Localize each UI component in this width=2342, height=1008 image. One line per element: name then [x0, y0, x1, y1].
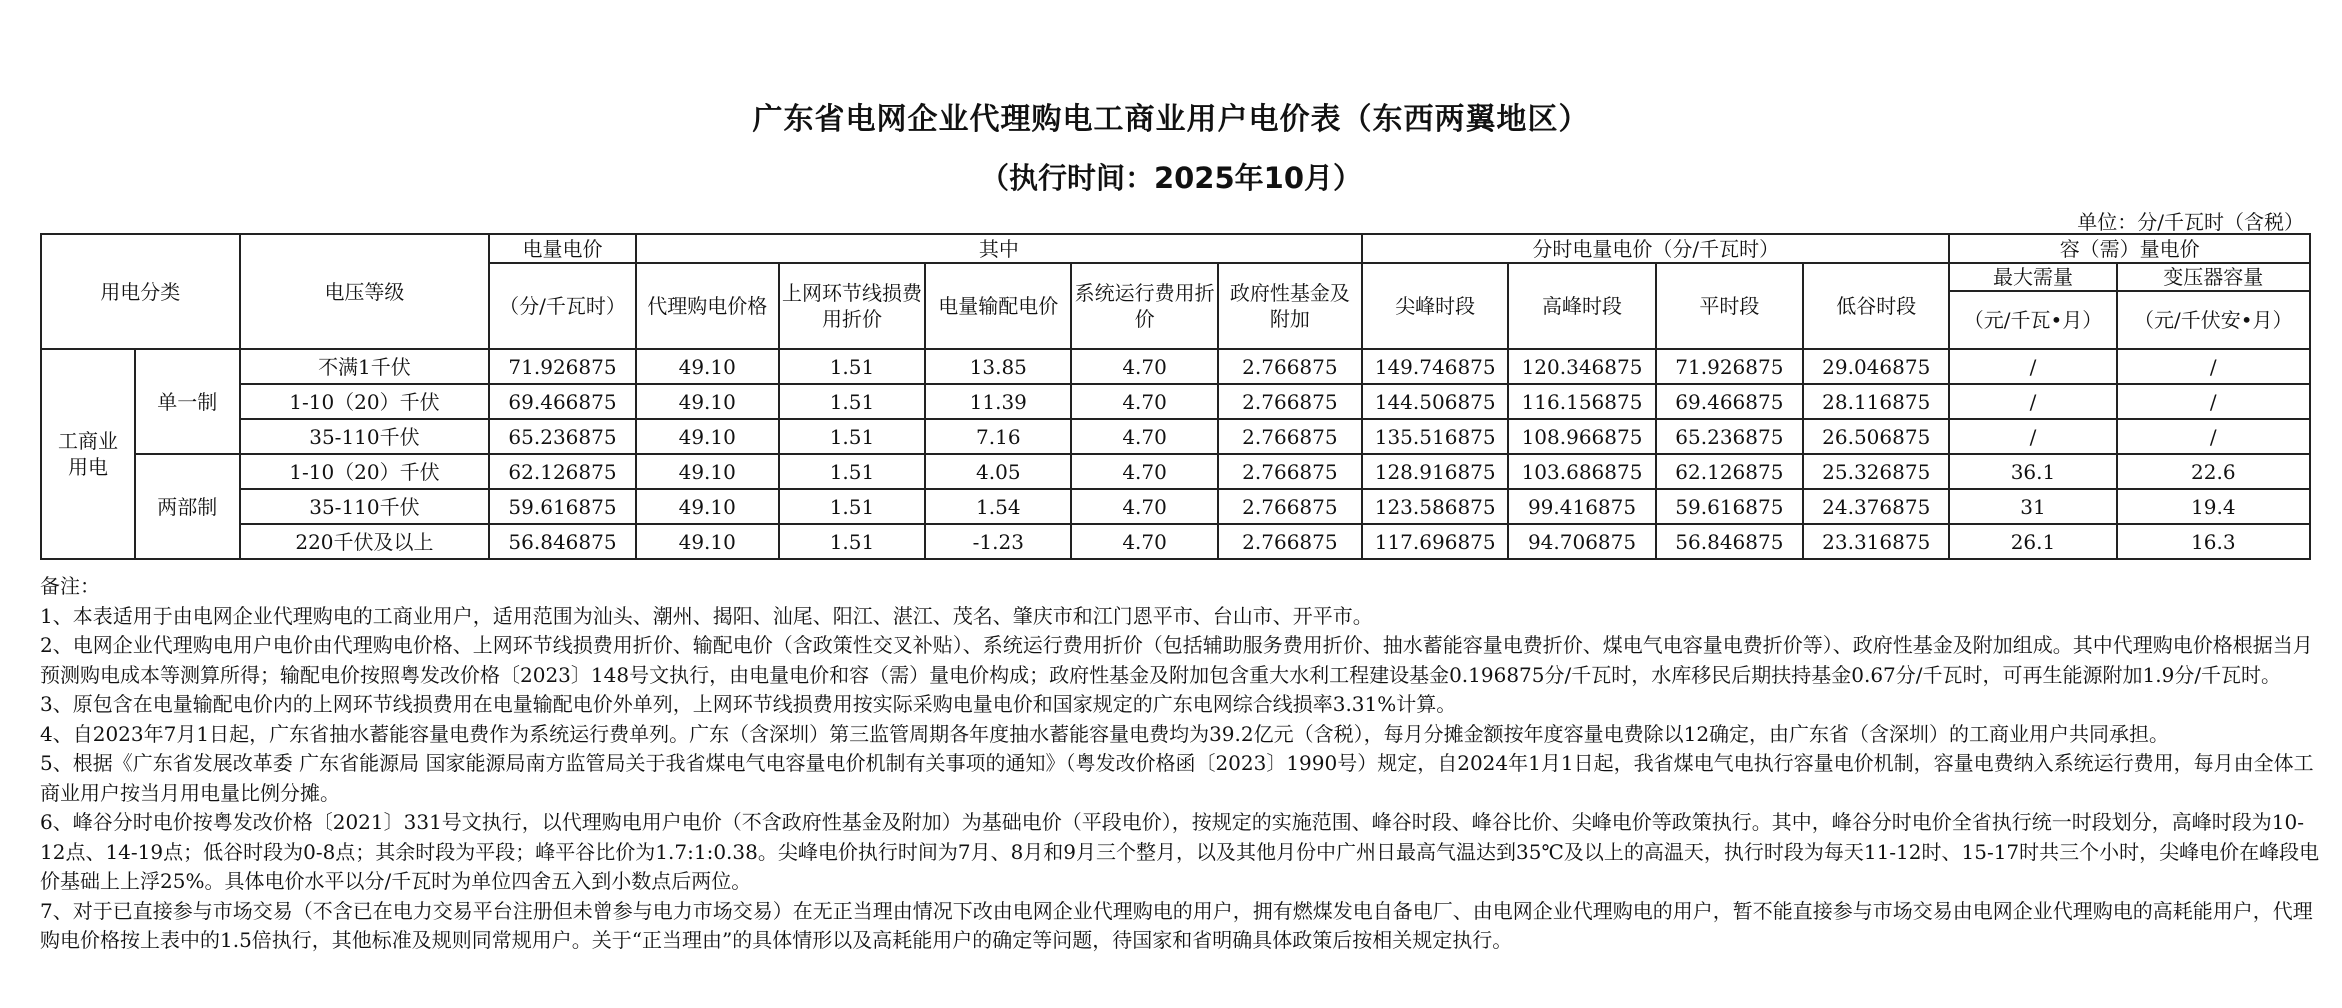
cell-loss: 1.51: [779, 419, 925, 454]
cell-transformer: 16.3: [2117, 524, 2310, 559]
group-two-part: 两部制: [135, 454, 240, 559]
cell-loss: 1.51: [779, 349, 925, 384]
note-item: 4、自2023年7月1日起，广东省抽水蓄能容量电费作为系统运行费单列。广东（含深圳）第三监管周期各年度抽水蓄能容量电费均为39.2亿元（含税），每月分摊金额按年度容量电费除以12确定，由广东省（含深圳）的工商业用户共同承担。: [40, 721, 2170, 746]
cell-loss: 1.51: [779, 489, 925, 524]
table-row: [41, 384, 2310, 419]
cell-agency: 49.10: [636, 419, 779, 454]
header-category: 用电分类: [41, 234, 240, 349]
cell-agency: 49.10: [636, 384, 779, 419]
page-title: 广东省电网企业代理购电工商业用户电价表（东西两翼地区）: [752, 102, 1590, 137]
cell-demand: 26.1: [1949, 524, 2116, 559]
note-item: 6、峰谷分时电价按粤发改价格〔2021〕331号文执行，以代理购电用户电价（不含政府性基金及附加）为基础电价（平段电价），按规定的实施范围、峰谷时段、峰谷比价、尖峰电价等政策执行。其中，峰谷分时电价全省执行统一时段划分，高峰时段为10-12点、14-19点；低谷时段为0-8点；其余时段为平段；峰平谷比价为1.7:1:0.38。尖峰电价执行时间为7月、8月和9月三个整月，以及其他月份中广州日最高气温达到35℃及以上的高温天，执行时段为每天11-12时、15-17时共三个小时，尖峰电价在峰段电价基础上上浮25%。具体电价水平以分/千瓦时为单位四舍五入到小数点后两位。: [40, 810, 2320, 893]
header-gov-fund: 政府性基金及附加: [1218, 263, 1362, 349]
cell-valley: 25.326875: [1803, 454, 1949, 489]
table-row: [41, 349, 2310, 384]
header-transformer: 变压器容量: [2117, 263, 2310, 291]
cell-critical-peak: 123.586875: [1362, 489, 1508, 524]
cell-energy: 56.846875: [489, 524, 635, 559]
table-row: [41, 454, 2310, 489]
cell-critical-peak: 117.696875: [1362, 524, 1508, 559]
cell-valley: 23.316875: [1803, 524, 1949, 559]
cell-demand: 31: [1949, 489, 2116, 524]
cell-energy: 71.926875: [489, 349, 635, 384]
note-item: 7、对于已直接参与市场交易（不含已在电力交易平台注册但未曾参与电力市场交易）在无正当理由情况下改由电网企业代理购电的用户，拥有燃煤发电自备电厂、由电网企业代理购电的用户，暂不能直接参与市场交易由电网企业代理购电的高耗能用户，代理购电价格按上表中的1.5倍执行，其他标准及规则同常规用户。关于“正当理由”的具体情形以及高耗能用户的确定等问题，待国家和省明确具体政策后按相关规定执行。: [40, 898, 2313, 952]
notes: [40, 572, 2320, 956]
cell-critical-peak: 149.746875: [1362, 349, 1508, 384]
cell-voltage: 1-10（20）千伏: [240, 454, 490, 489]
cell-loss: 1.51: [779, 454, 925, 489]
cell-sys: 4.70: [1071, 489, 1217, 524]
cell-voltage: 220千伏及以上: [240, 524, 490, 559]
cell-gov: 2.766875: [1218, 524, 1362, 559]
unit-label: 单位：分/千瓦时（含税）: [2077, 210, 2304, 234]
cell-voltage: 不满1千伏: [240, 349, 490, 384]
cell-energy: 62.126875: [489, 454, 635, 489]
cell-peak: 108.966875: [1508, 419, 1655, 454]
cell-transformer: 22.6: [2117, 454, 2310, 489]
cell-peak: 99.416875: [1508, 489, 1655, 524]
cell-trans: 4.05: [925, 454, 1071, 489]
cell-sys: 4.70: [1071, 419, 1217, 454]
cell-demand: 36.1: [1949, 454, 2116, 489]
header-max-demand: 最大需量: [1949, 263, 2116, 291]
cell-peak: 103.686875: [1508, 454, 1655, 489]
header-tou-group: 分时电量电价（分/千瓦时）: [1362, 234, 1949, 263]
cell-trans: -1.23: [925, 524, 1071, 559]
cell-sys: 4.70: [1071, 454, 1217, 489]
cell-voltage: 35-110千伏: [240, 489, 490, 524]
header-capacity-group: 容（需）量电价: [1949, 234, 2310, 263]
header-agency-price: 代理购电价格: [636, 263, 779, 349]
cell-trans: 11.39: [925, 384, 1071, 419]
cell-peak: 94.706875: [1508, 524, 1655, 559]
page-subtitle: （执行时间：2025年10月）: [979, 161, 1363, 195]
header-critical-peak: 尖峰时段: [1362, 263, 1508, 349]
cell-sys: 4.70: [1071, 524, 1217, 559]
cell-demand: /: [1949, 384, 2116, 419]
cell-critical-peak: 144.506875: [1362, 384, 1508, 419]
cell-transformer: 19.4: [2117, 489, 2310, 524]
header-flat: 平时段: [1656, 263, 1803, 349]
cell-peak: 120.346875: [1508, 349, 1655, 384]
cell-valley: 29.046875: [1803, 349, 1949, 384]
cell-gov: 2.766875: [1218, 489, 1362, 524]
cell-agency: 49.10: [636, 489, 779, 524]
cell-valley: 28.116875: [1803, 384, 1949, 419]
header-system-cost: 系统运行费用折价: [1071, 263, 1217, 349]
note-item: 5、根据《广东省发展改革委 广东省能源局 国家能源局南方监管局关于我省煤电气电容量电价机制有关事项的通知》（粤发改价格函〔2023〕1990号）规定，自2024年1月1日起，我省煤电气电执行容量电价机制，容量电费纳入系统运行费用，每月由全体工商业用户按当月用电量比例分摊。: [40, 751, 2314, 805]
cell-agency: 49.10: [636, 524, 779, 559]
cell-flat: 56.846875: [1656, 524, 1803, 559]
price-table: [40, 233, 2311, 560]
cell-demand: /: [1949, 349, 2116, 384]
cell-flat: 71.926875: [1656, 349, 1803, 384]
cell-flat: 59.616875: [1656, 489, 1803, 524]
cell-demand: /: [1949, 419, 2116, 454]
cell-transformer: /: [2117, 384, 2310, 419]
cell-flat: 69.466875: [1656, 384, 1803, 419]
header-energy-price: 电量电价: [489, 234, 635, 263]
cell-agency: 49.10: [636, 454, 779, 489]
note-item: 3、原包含在电量输配电价内的上网环节线损费用在电量输配电价外单列，上网环节线损费用按实际采购电量电价和国家规定的广东电网综合线损率3.31%计算。: [40, 692, 1457, 716]
header-energy-price-unit: （分/千瓦时）: [489, 263, 635, 349]
cell-transformer: /: [2117, 349, 2310, 384]
group-single: 单一制: [135, 349, 240, 454]
cell-voltage: 35-110千伏: [240, 419, 490, 454]
cell-trans: 1.54: [925, 489, 1071, 524]
cell-flat: 65.236875: [1656, 419, 1803, 454]
header-transmission: 电量输配电价: [925, 263, 1071, 349]
note-item: 1、本表适用于由电网企业代理购电的工商业用户，适用范围为汕头、潮州、揭阳、汕尾、阳江、湛江、茂名、肇庆市和江门恩平市、台山市、开平市。: [40, 603, 1373, 628]
cell-loss: 1.51: [779, 384, 925, 419]
cell-valley: 24.376875: [1803, 489, 1949, 524]
table-row: [41, 489, 2310, 524]
cell-flat: 62.126875: [1656, 454, 1803, 489]
header-max-demand-unit: （元/千瓦•月）: [1949, 291, 2116, 349]
header-line-loss: 上网环节线损费用折价: [779, 263, 925, 349]
cell-gov: 2.766875: [1218, 419, 1362, 454]
cell-gov: 2.766875: [1218, 384, 1362, 419]
cell-transformer: /: [2117, 419, 2310, 454]
header-transformer-unit: （元/千伏安•月）: [2117, 291, 2310, 349]
cell-energy: 69.466875: [489, 384, 635, 419]
header-voltage: 电压等级: [240, 234, 490, 349]
cell-sys: 4.70: [1071, 349, 1217, 384]
cell-energy: 65.236875: [489, 419, 635, 454]
cell-trans: 13.85: [925, 349, 1071, 384]
cell-gov: 2.766875: [1218, 454, 1362, 489]
cell-voltage: 1-10（20）千伏: [240, 384, 490, 419]
cell-critical-peak: 135.516875: [1362, 419, 1508, 454]
cell-loss: 1.51: [779, 524, 925, 559]
group-main: 工商业用电: [41, 349, 135, 559]
header-valley: 低谷时段: [1803, 263, 1949, 349]
cell-sys: 4.70: [1071, 384, 1217, 419]
cell-trans: 7.16: [925, 419, 1071, 454]
cell-energy: 59.616875: [489, 489, 635, 524]
cell-agency: 49.10: [636, 349, 779, 384]
cell-critical-peak: 128.916875: [1362, 454, 1508, 489]
table-row: [41, 524, 2310, 559]
table-row: [41, 419, 2310, 454]
cell-gov: 2.766875: [1218, 349, 1362, 384]
note-item: 2、电网企业代理购电用户电价由代理购电价格、上网环节线损费用折价、输配电价（含政策性交叉补贴）、系统运行费用折价（包括辅助服务费用折价、抽水蓄能容量电费折价、煤电气电容量电费折价等）、政府性基金及附加组成。其中代理购电价格根据当月预测购电成本等测算所得；输配电价按照粤发改价格〔2023〕148号文执行，由电量电价和容（需）量电价构成；政府性基金及附加包含重大水利工程建设基金0.196875分/千瓦时，水库移民后期扶持基金0.67分/千瓦时，可再生能源附加1.9分/千瓦时。: [40, 633, 2313, 687]
cell-peak: 116.156875: [1508, 384, 1655, 419]
header-including: 其中: [636, 234, 1362, 263]
cell-valley: 26.506875: [1803, 419, 1949, 454]
header-peak: 高峰时段: [1508, 263, 1655, 349]
notes-heading: 备注：: [40, 574, 100, 598]
